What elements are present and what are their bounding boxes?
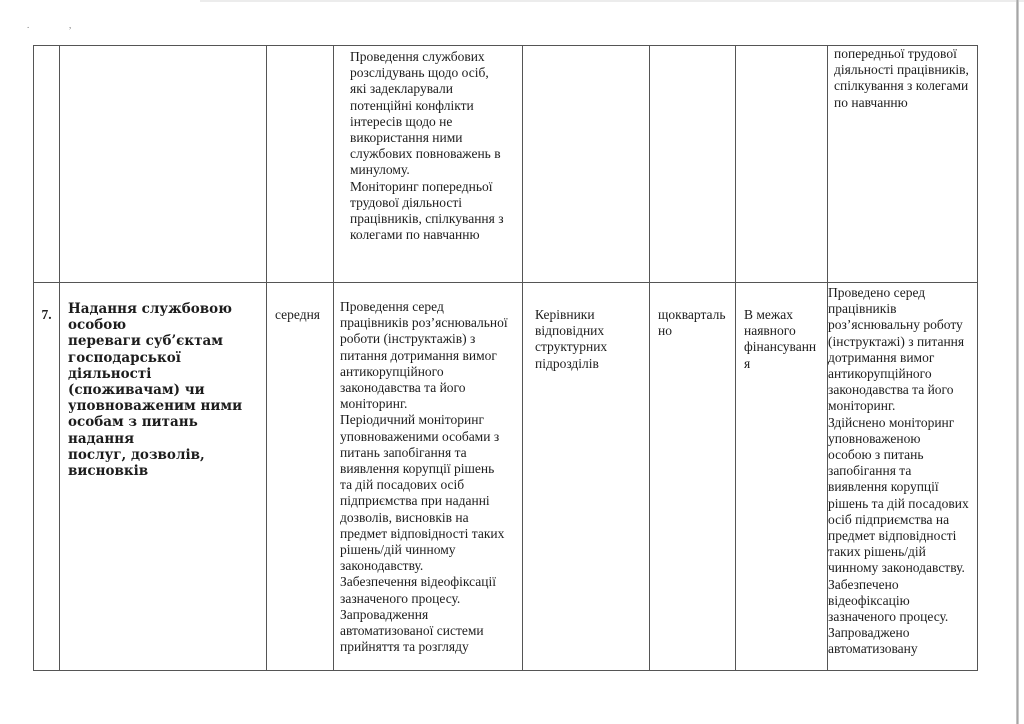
term-text: щокварталь но (658, 307, 726, 339)
scan-edge-right (1016, 0, 1019, 724)
risk-cell (60, 283, 267, 671)
scan-mark: . (27, 20, 30, 30)
risk-cell (60, 46, 267, 283)
anticorruption-measures-table (33, 45, 978, 671)
result-cell (828, 283, 978, 671)
result-text: попередньої трудової діяльності працівників, спілкування з колегами по навчанню (834, 46, 969, 110)
responsible-cell (523, 283, 650, 671)
table-row (34, 283, 978, 671)
risk-text: Надання службовою особою переваги суб’єктам господарської діяльності (споживачам) чи уповноваженим ними особам з питань надання послуг, дозволів, висновків (68, 301, 243, 480)
measures-text: Проведення службових розслідувань щодо осіб, які задекларували потенційні конфлікти інтересів щодо не використання ними службових повноважень в минулому. Моніторинг попередньої трудової діяльності працівників, спілкування з колегами по навчанню (350, 49, 504, 243)
number-cell (34, 283, 60, 671)
number-cell (34, 46, 60, 283)
resources-text: В межах наявного фінансуванн я (744, 307, 817, 371)
measures-text: Проведення серед працівників роз’яснювальної роботи (інструктажів) з питання дотримання вимог антикорупційного законодавства та його моніторинг. Періодичний моніторинг уповноваженими особами з питань запобігання та виявлення корупції рішень та дій посадових осіб підприємства при наданні дозволів, висновків на предмет відповідності таких рішень/дій чинному законодавству. Забезпечення відеофіксації зазначеного процесу. Запровадження автоматизованої системи прийняття та розгляду (340, 299, 508, 655)
risk-level-text: середня (275, 307, 321, 322)
responsible-cell (523, 46, 650, 283)
resources-cell (736, 46, 828, 283)
row-number: 7. (41, 307, 52, 322)
scan-edge-top (200, 0, 1024, 2)
resources-cell (736, 283, 828, 671)
risk-level-cell (267, 46, 334, 283)
term-cell (650, 283, 736, 671)
risk-level-cell (267, 283, 334, 671)
measures-cell (334, 46, 523, 283)
term-cell (650, 46, 736, 283)
table-row (34, 46, 978, 283)
result-cell (828, 46, 978, 283)
scan-mark: , (69, 20, 72, 30)
result-text: Проведено серед працівників роз’яснювальну роботу (інструктажі) з питання дотримання вимог антикорупційного законодавства та його моніторинг. Здійснено моніторинг уповноваженою особою з питань запобігання та виявлення корупції рішень та дій посадових осіб підприємства на предмет відповідності таких рішень/дій чинному законодавству. Забезпечено відеофіксацію зазначеного процесу. Запроваджено автоматизовану (828, 285, 969, 657)
measures-cell (334, 283, 523, 671)
responsible-text: Керівники відповідних структурних підрозділів (535, 307, 608, 371)
